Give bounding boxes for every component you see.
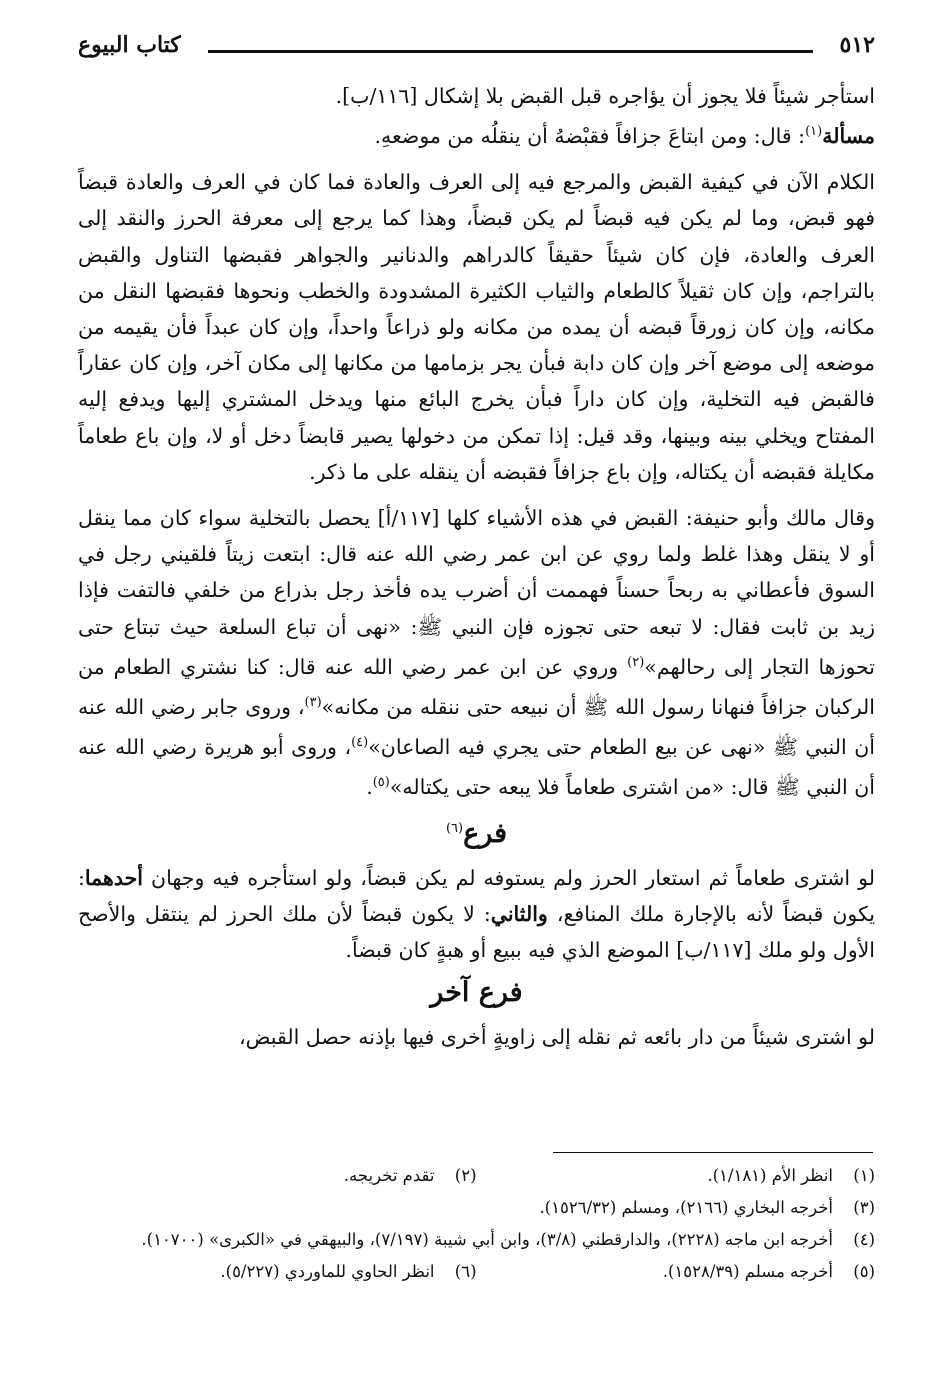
footnote-number: (٣) [853, 1198, 875, 1217]
footnote-4 [78, 1224, 875, 1256]
footnote-number: (٤) [853, 1230, 875, 1249]
paragraph-4-text-a: وقال مالك وأبو حنيفة: القبض في هذه الأشياء كلها [١١٧/أ] يحصل بالتخلية سواء كان مما ينقل أو لا ينقل وهذا غلط ولما روي عن ابن عمر رضي الله عنه قال: ابتعت زيتاً فلقيني رجل في السوق فأعطاني به ربحاً حسناً فهممت أن أضرب يده فأخذ رجل بذراع من خلفي فالتفت فإذا زيد بن ثابت فقال: لا تبعه حتى تجوزه فإن النبي ﷺ: «نهى أن تباع السلعة حيث تبتاع حتى تحوزها التجار إلى رحالهم» [78, 506, 876, 679]
paragraph-2 [78, 114, 875, 154]
masala-label: مسألة [822, 124, 875, 149]
paragraph-3-text: الكلام الآن في كيفية القبض والمرجع فيه إلى العرف والعادة فما كان في العرف والعادة قبضاً فهو قبض، وما لم يكن فيه قبضاً لم يكن قبضاً، وهذا كما يرجع إلى معرفة الحرز والنقد إلى العرف والعادة، فإن كان شيئاً حقيقاً كالدراهم والدنانير والجواهر فقبضها التناول والقبض بالتراجم، وإن كان ثقيلاً كالطعام والثياب الكثيرة المشدودة والخطب ونحوها فقبضها النقل من مكانه، وإن كان زورقاً قبضه أن يمده من مكانه ولو ذراعاً واحداً، وإن كان عبداً فأن يقيمه من موضعه إلى موضع آخر وإن كان دابة فبأن يجر بزمامها من مكانها إلى مكان آخر، وإن كان عقاراً فالقبض فيه التخلية، وإن كان داراً فبأن يخرج البائع منها ويدخل المشتري إليها ويدفع إليه المفتاح ويخلي بينه وبينها، وقد قيل: إذا تمكن من دخولها يصير قابضاً دخل أو لا، وإن باع طعاماً مكايلة فقبضه أن يكتاله، وإن باع جزافاً فقبضه أن ينقله على ما ذكر. [78, 170, 875, 484]
footnote-number: (٥) [853, 1262, 875, 1281]
footnote-number: (١) [853, 1166, 875, 1185]
page-header [78, 28, 875, 70]
footnote-separator [553, 1152, 873, 1153]
paragraph-1-text: استأجر شيئاً فلا يجوز أن يؤاجره قبل القبض بلا إشكال [١١٦/ب]. [335, 84, 875, 108]
footnote-number: (٢) [454, 1166, 477, 1185]
footnote-ref-6: (٦) [445, 821, 464, 836]
paragraph-5-text-c: : لا يكون قبضاً لأن ملك الحرز لم ينتقل والأصح الأول ولو ملك [١١٧/ب] الموضع الذي فيه ببيع أو هبةٍ كان قبضاً. [78, 902, 875, 963]
page-number: ٥١٢ [839, 32, 875, 58]
footnote-text: أخرجه ابن ماجه (٢٢٢٨)، والدارقطني (٣/٨)، وابن أبي شيبة (٧/١٩٧)، والبيهقي في «الكبرى» (١٠٧٠٠). [141, 1230, 833, 1249]
footnote-ref-5: (٥) [372, 774, 390, 790]
paragraph-1 [78, 78, 875, 114]
section-heading-far [78, 809, 875, 854]
paragraph-5-text-a: لو اشترى طعاماً ثم استعار الحرز ولم يستوفه لم يكن قبضاً، ولو استأجره فيه وجهان [142, 866, 875, 890]
footnote-text: انظر الأم (١/١٨١). [707, 1166, 833, 1185]
paragraph-3 [78, 164, 875, 490]
paragraph-5 [78, 860, 875, 969]
section-heading-far-akhar [78, 973, 875, 1013]
footnote-ref-2: (٢) [627, 654, 645, 670]
paragraph-4-text-b: وروي عن ابن عمر رضي الله عنه قال: كنا نشتري الطعام من الركبان جزافاً فنهانا رسول الله ﷺ أن نبيعه حتى ننقله من مكانه» [78, 654, 875, 719]
footnote-ref-4: (٤) [351, 734, 369, 750]
footnote-row [78, 1160, 875, 1192]
footnote-row [78, 1256, 875, 1288]
footnote-text: انظر الحاوي للماوردي (٥/٢٢٧). [220, 1262, 435, 1281]
header-rule [208, 50, 813, 53]
footnote-3 [78, 1192, 875, 1224]
first-view-label: أحدهما [84, 866, 143, 890]
footnotes [78, 1160, 875, 1288]
footnote-ref-3: (٣) [304, 694, 322, 710]
footnote-1 [477, 1160, 876, 1192]
footnote-ref-1: (١) [805, 124, 823, 140]
paragraph-4-end: . [366, 774, 373, 799]
paragraph-5-text-b: : يكون قبضاً لأنه بالإجارة ملك المنافع، [78, 866, 876, 927]
footnote-text: أخرجه مسلم (١٥٢٨/٣٩). [662, 1262, 833, 1281]
paragraph-6 [78, 1019, 875, 1055]
footnote-2 [78, 1160, 477, 1192]
section-heading-far-akhar-text: فرع آخر [430, 976, 523, 1008]
paragraph-2-text: : قال: ومن ابتاعَ جزافاً فقبْضهُ أن ينقلُه من موضعهِ. [374, 124, 806, 149]
footnote-6 [78, 1256, 477, 1288]
chapter-title: كتاب البيوع [78, 32, 181, 58]
paragraph-4-text-d: ، وروى أبو هريرة رضي الله عنه أن النبي ﷺ قال: «من اشترى طعاماً فلا يبعه حتى يكتاله» [78, 734, 875, 799]
paragraph-6-text: لو اشترى شيئاً من دار بائعه ثم نقله إلى زاويةٍ أخرى فيها بإذنه حصل القبض، [239, 1024, 875, 1049]
footnote-5 [477, 1256, 876, 1288]
main-text [78, 78, 875, 1055]
second-view-label: والثاني [490, 902, 548, 927]
section-heading-far-text: فرع [463, 818, 508, 849]
paragraph-4 [78, 500, 875, 805]
footnote-number: (٦) [454, 1262, 477, 1281]
paragraph-4-text-c: ، وروى جابر رضي الله عنه أن النبي ﷺ «نهى عن بيع الطعام حتى يجري فيه الصاعان» [78, 694, 875, 759]
footnote-text: أخرجه البخاري (٢١٦٦)، ومسلم (١٥٢٦/٣٢). [539, 1198, 833, 1217]
footnote-text: تقدم تخريجه. [343, 1166, 435, 1185]
